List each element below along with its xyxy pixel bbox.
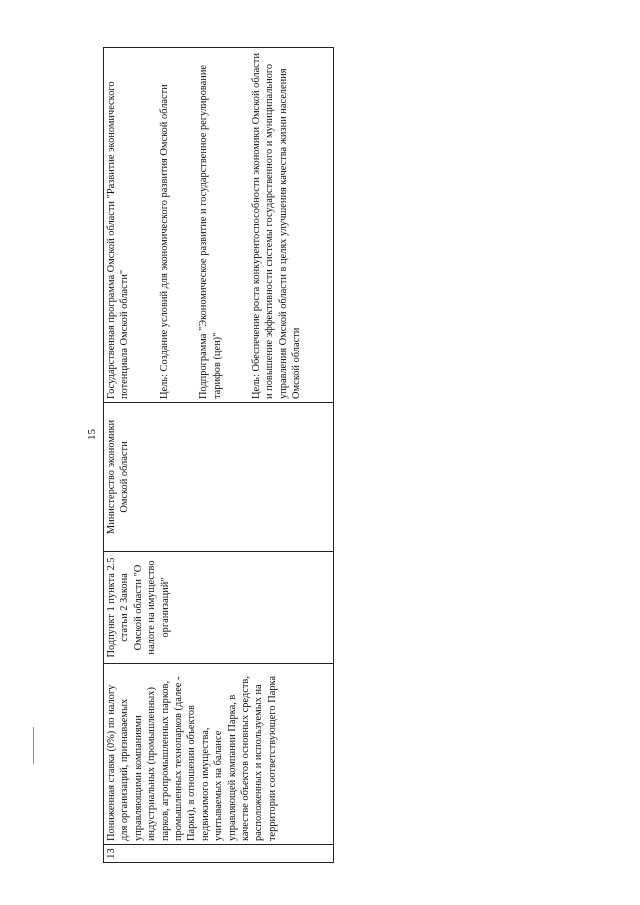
- legal-basis-cell: Подпункт 1 пункта 2.5 статьи 2 Закона Омской области "О налоге на имущество организаций": [104, 552, 334, 664]
- subprogram-name: Подпрограмма "Экономическое развитие и государственное регулирование тарифов (цен)": [198, 65, 223, 399]
- page-number: 15: [86, 429, 98, 440]
- row-number-cell: 13: [104, 845, 334, 863]
- preference-cell: Пониженная ставка (0%) по налогу для организаций, признаваемых управляющими компаниями индустриальных (промышленных) парков, агропромышленных парков, промышленных технопарков (далее - Парки), в отношении объектов недвижимого имущества, учитываемых на балансе управляющей компании Парка, в качестве объектов основных средств, расположенных и используемых на территории соответствующего Парка: [104, 664, 334, 845]
- benefits-table: [103, 47, 334, 863]
- program-cell: [104, 48, 334, 403]
- table-row: [104, 48, 334, 863]
- margin-mark: [33, 727, 34, 764]
- rotated-table-container: [103, 48, 334, 863]
- subprogram-goal: Цель: Обеспечение роста конкурентоспособности экономики Омской области и повышение эффективности системы государственного и муниципального управления Омской области в целях улучшения качества жизни населения Омской области: [251, 53, 303, 399]
- curator-cell: Министерство экономики Омской области: [104, 403, 334, 552]
- program-goal: Цель: Создание условий для экономического развития Омской области: [158, 84, 170, 399]
- program-name: Государственная программа Омской области "Развитие экономического потенциала Омской области": [106, 81, 131, 399]
